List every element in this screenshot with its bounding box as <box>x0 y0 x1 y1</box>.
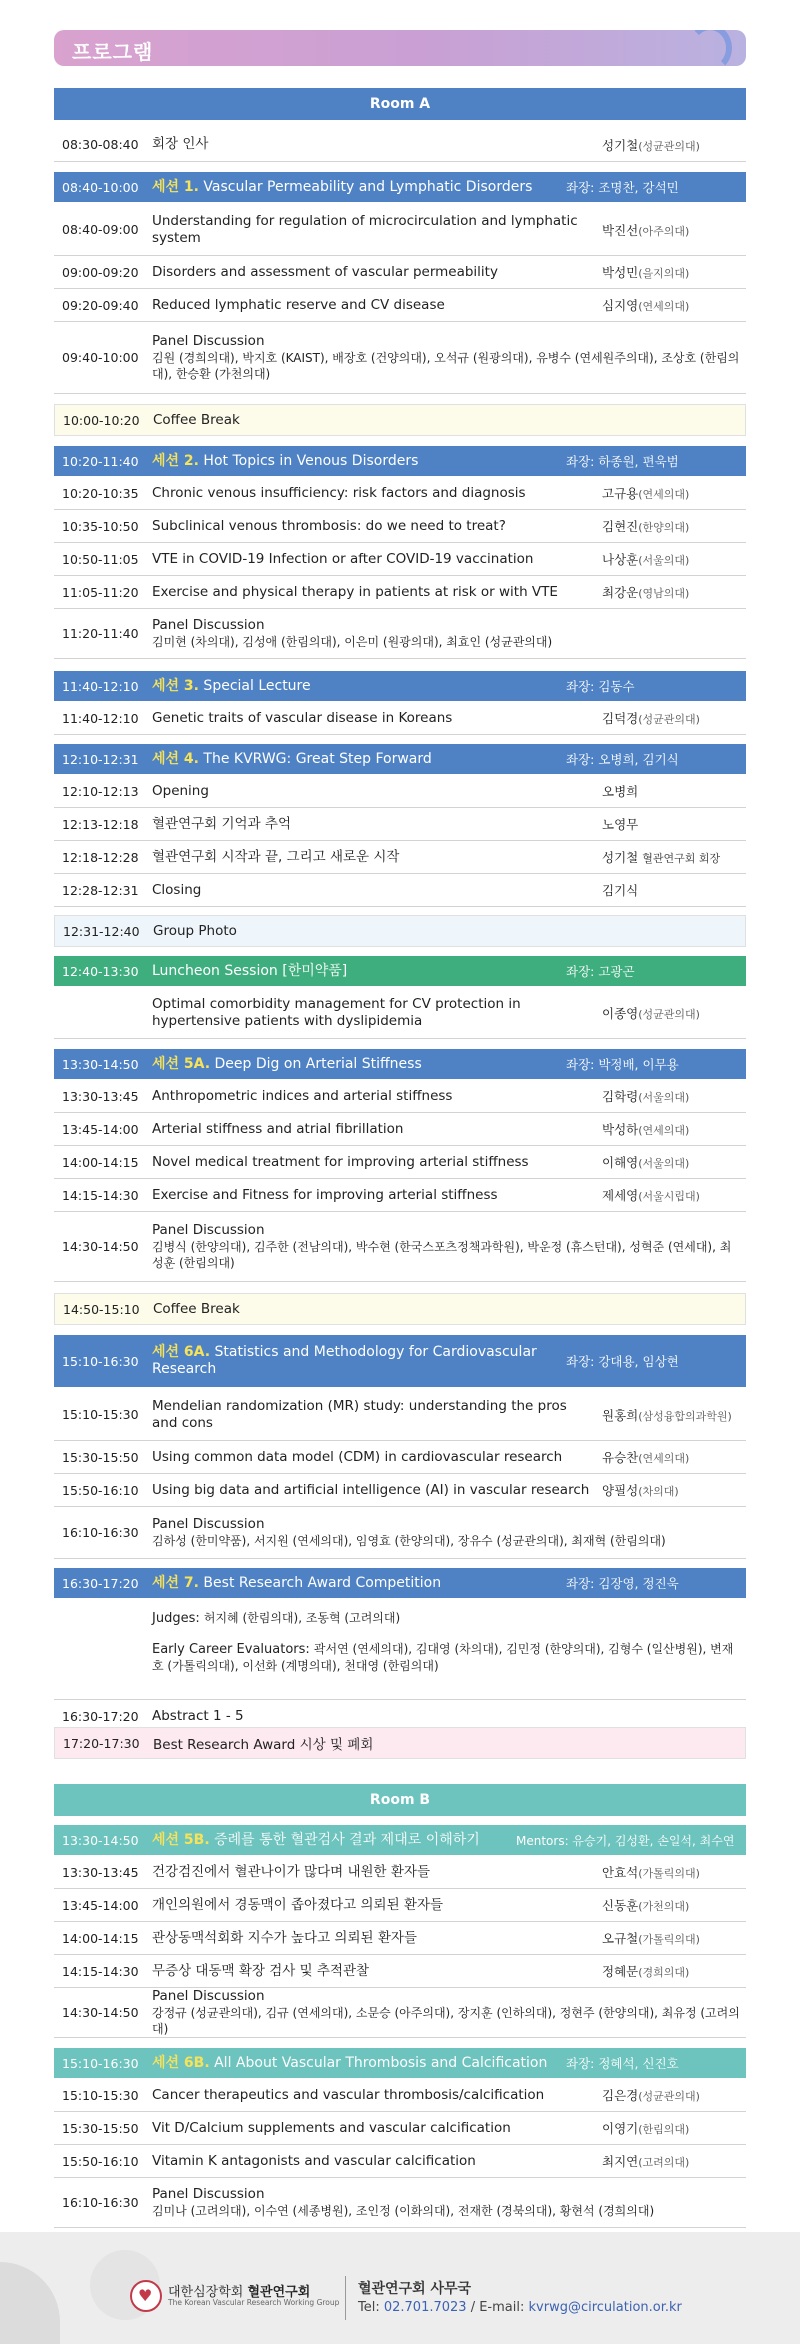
table-row: 12:18-12:28 혈관연구회 시작과 끝, 그리고 새로운 시작 성기철 혈관연구회 회장 <box>54 841 746 874</box>
society-logo-icon: ♥ <box>130 2280 162 2312</box>
divider <box>345 2276 346 2320</box>
table-row: 13:45-14:00 Arterial stiffness and atrial fibrillation 박성하(연세의대) <box>54 1113 746 1146</box>
session-6b-header: 15:10-16:30 세션 6B. All About Vascular Thrombosis and Calcification 좌장: 정혜석, 신진호 <box>54 2048 746 2078</box>
luncheon-session-header: 12:40-13:30 Luncheon Session [한미약품] 좌장: 고광곤 <box>54 956 746 986</box>
page-title: 프로그램 <box>72 40 154 64</box>
contact-info: Tel: 02.701.7023 / E-mail: kvrwg@circulation.or.kr <box>358 2300 682 2315</box>
table-row: 11:05-11:20 Exercise and physical therapy in patients at risk or with VTE 최강운(영남의대) <box>54 576 746 609</box>
session-1-header: 08:40-10:00 세션 1. Vascular Permeability and Lymphatic Disorders 좌장: 조명찬, 강석민 <box>54 172 746 202</box>
table-row: 08:40-09:00 Understanding for regulation of microcirculation and lymphatic system 박진선(아주의대) <box>54 204 746 256</box>
table-row: Optimal comorbidity management for CV protection in hypertensive patients with dyslipidemia 이종영(성균관의대) <box>54 987 746 1039</box>
table-row: 12:13-12:18 혈관연구회 기억과 추억 노영무 <box>54 808 746 841</box>
organization-name: 대한심장학회 혈관연구회 <box>168 2285 311 2300</box>
room-b-header: Room B <box>54 1784 746 1816</box>
decorative-arc-icon <box>688 30 732 66</box>
session-5a-header: 13:30-14:50 세션 5A. Deep Dig on Arterial Stiffness 좌장: 박정배, 이무용 <box>54 1049 746 1079</box>
table-row: 15:30-15:50 Using common data model (CDM) in cardiovascular research 유승찬(연세의대) <box>54 1441 746 1474</box>
table-row: 15:30-15:50 Vit D/Calcium supplements and vascular calcification 이영기(한림의대) <box>54 2112 746 2145</box>
table-row: 09:20-09:40 Reduced lymphatic reserve and CV disease 심지영(연세의대) <box>54 289 746 322</box>
session-4-header: 12:10-12:31 세션 4. The KVRWG: Great Step Forward 좌장: 오병희, 김기식 <box>54 744 746 774</box>
table-row: 14:15-14:30 Exercise and Fitness for improving arterial stiffness 제세영(서울시립대) <box>54 1179 746 1212</box>
table-row: 12:10-12:13 Opening 오병희 <box>54 775 746 808</box>
decorative-shape <box>0 2262 60 2344</box>
table-row: 15:10-15:30 Cancer therapeutics and vascular thrombosis/calcification 김은경(성균관의대) <box>54 2079 746 2112</box>
office-title: 혈관연구회 사무국 <box>358 2281 472 2297</box>
panel-row: 16:10-16:30 Panel Discussion 김하성 (한미약품), 서지원 (연세의대), 임영효 (한양의대), 장유수 (성균관의대), 최재혁 (한림의대) <box>54 1507 746 1559</box>
coffee-break-row: 10:00-10:20 Coffee Break <box>54 404 746 436</box>
session-3-header: 11:40-12:10 세션 3. Special Lecture 좌장: 김동수 <box>54 671 746 701</box>
room-a-header: Room A <box>54 88 746 120</box>
session-6a-header: 15:10-16:30 세션 6A. Statistics and Methodology for Cardiovascular Research 좌장: 강대용, 임상현 <box>54 1335 746 1387</box>
group-photo-row: 12:31-12:40 Group Photo <box>54 915 746 947</box>
table-row: 13:30-13:45 건강검진에서 혈관나이가 많다며 내원한 환자들 안효석(가톨릭의대) <box>54 1856 746 1889</box>
panel-row: 11:20-11:40 Panel Discussion 김미현 (차의대), 김성애 (한림의대), 이은미 (원광의대), 최효인 (성균관의대) <box>54 609 746 659</box>
table-row: 12:28-12:31 Closing 김기식 <box>54 874 746 907</box>
panel-row: 14:30-14:50 Panel Discussion 김병식 (한양의대), 김주한 (전남의대), 박수현 (한국스포츠정책과학원), 박운정 (휴스턴대), 성혁준 (연세대), 최성훈 (한림의대) <box>54 1212 746 1282</box>
session-7-header: 16:30-17:20 세션 7. Best Research Award Competition 좌장: 김장영, 정진욱 <box>54 1568 746 1598</box>
table-row: 14:00-14:15 Novel medical treatment for improving arterial stiffness 이해영(서울의대) <box>54 1146 746 1179</box>
table-row: 10:20-10:35 Chronic venous insufficiency: risk factors and diagnosis 고규용(연세의대) <box>54 477 746 510</box>
table-row: 15:50-16:10 Using big data and artificial intelligence (AI) in vascular research 양필성(차의대) <box>54 1474 746 1507</box>
award-ceremony-row: 17:20-17:30 Best Research Award 시상 및 폐회 <box>54 1727 746 1759</box>
table-row: 13:45-14:00 개인의원에서 경동맥이 좁아졌다고 의뢰된 환자들 신동훈(가천의대) <box>54 1889 746 1922</box>
table-row: 16:30-17:20 Abstract 1 - 5 <box>54 1700 746 1733</box>
panel-row: 09:40-10:00 Panel Discussion 김원 (경희의대), 박지호 (KAIST), 배장호 (건양의대), 오석규 (원광의대), 유병수 (연세원주의대), 조상호 (한림의대), 한승환 (가천의대) <box>54 322 746 394</box>
table-row: 13:30-13:45 Anthropometric indices and arterial stiffness 김학령(서울의대) <box>54 1080 746 1113</box>
panel-row: 14:30-14:50 Panel Discussion 강정규 (성균관의대), 김규 (연세의대), 소문승 (아주의대), 장지훈 (인하의대), 정현주 (한양의대), 최유정 (고려의대) <box>54 1988 746 2038</box>
judges-row: Judges: 허지혜 (한림의대), 조동혁 (고려의대) Early Career Evaluators: 곽서연 (연세의대), 김대영 (차의대), 김민정 (한양의대), 김형수 (일산병원), 변재호 (가톨릭의대), 이선화 (계명의대), 천대영 (한림의대) <box>54 1600 746 1700</box>
table-row: 14:15-14:30 무증상 대동맥 확장 검사 및 추적관찰 정혜문(경희의대) <box>54 1955 746 1988</box>
table-row: 10:50-11:05 VTE in COVID-19 Infection or after COVID-19 vaccination 나상훈(서울의대) <box>54 543 746 576</box>
session-2-header: 10:20-11:40 세션 2. Hot Topics in Venous Disorders 좌장: 하종원, 편욱범 <box>54 446 746 476</box>
table-row: 15:10-15:30 Mendelian randomization (MR) study: understanding the pros and cons 원홍희(삼성융합의과학원) <box>54 1389 746 1441</box>
panel-row: 16:10-16:30 Panel Discussion 김미나 (고려의대), 이수연 (세종병원), 조인정 (이화의대), 전재한 (경북의대), 황현석 (경희의대) <box>54 2178 746 2228</box>
table-row: 09:00-09:20 Disorders and assessment of vascular permeability 박성민(을지의대) <box>54 256 746 289</box>
organization-name-en: The Korean Vascular Research Working Group <box>168 2298 340 2307</box>
table-row: 15:50-16:10 Vitamin K antagonists and vascular calcification 최지연(고려의대) <box>54 2145 746 2178</box>
session-5b-header: 13:30-14:50 세션 5B. 증례를 통한 혈관검사 결과 제대로 이해하기 Mentors: 유승기, 김성환, 손일석, 최수연 <box>54 1825 746 1855</box>
table-row: 08:30-08:40 회장 인사 성기철(성균관의대) <box>54 128 746 162</box>
table-row: 14:00-14:15 관상동맥석회화 지수가 높다고 의뢰된 환자들 오규철(가톨릭의대) <box>54 1922 746 1955</box>
table-row: 11:40-12:10 Genetic traits of vascular disease in Koreans 김덕경(성균관의대) <box>54 702 746 735</box>
program-title-bar <box>54 30 746 66</box>
phone-number[interactable]: 02.701.7023 <box>383 2300 467 2315</box>
footer <box>0 2232 800 2344</box>
coffee-break-row: 14:50-15:10 Coffee Break <box>54 1293 746 1325</box>
table-row: 10:35-10:50 Subclinical venous thrombosis: do we need to treat? 김현진(한양의대) <box>54 510 746 543</box>
email-link[interactable]: kvrwg@circulation.or.kr <box>528 2300 682 2315</box>
